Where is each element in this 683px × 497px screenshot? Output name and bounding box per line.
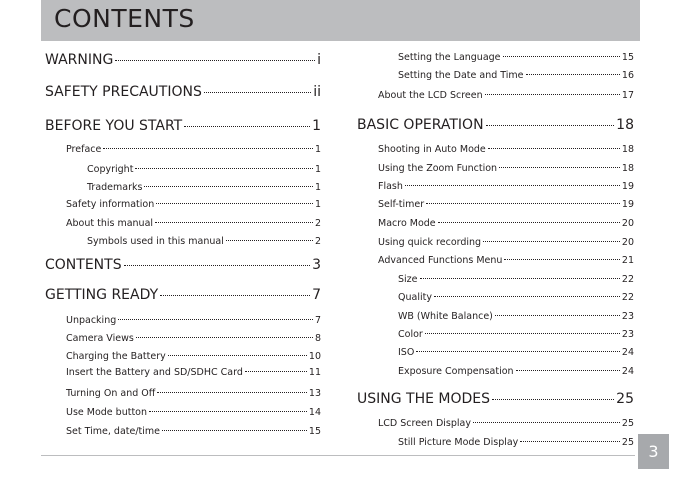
page-title: CONTENTS xyxy=(54,4,195,33)
toc-entry-title: Using the Zoom Function xyxy=(378,162,498,174)
toc-dot-leader xyxy=(434,296,620,297)
toc-entry[interactable] xyxy=(45,52,321,68)
toc-entry[interactable] xyxy=(66,426,321,437)
toc-entry-page: 2 xyxy=(314,217,321,229)
toc-entry-page: 20 xyxy=(621,236,634,248)
toc-dot-leader xyxy=(136,337,313,338)
toc-entry-page: 21 xyxy=(621,254,634,266)
toc-entry-title: BEFORE YOU START xyxy=(45,117,183,134)
toc-entry[interactable] xyxy=(45,287,321,303)
toc-entry-title: Camera Views xyxy=(66,332,134,344)
toc-dot-leader xyxy=(405,185,620,186)
toc-dot-leader xyxy=(149,411,307,412)
toc-entry-title: Use Mode button xyxy=(66,406,148,418)
toc-dot-leader xyxy=(144,186,313,187)
toc-entry-page: 17 xyxy=(621,89,634,101)
toc-dot-leader xyxy=(495,315,620,316)
toc-entry-page: 24 xyxy=(621,346,634,358)
toc-entry[interactable] xyxy=(378,418,634,429)
toc-dot-leader xyxy=(184,126,310,127)
toc-entry-title: About this manual xyxy=(66,217,154,229)
toc-entry-title: Insert the Battery and SD/SDHC Card xyxy=(66,366,243,378)
toc-entry-page: 23 xyxy=(621,310,634,322)
toc-entry-title: Safety information xyxy=(66,198,155,210)
toc-entry[interactable] xyxy=(378,255,634,266)
toc-dot-leader xyxy=(156,203,313,204)
toc-entry-page: 18 xyxy=(621,162,634,174)
toc-entry-title: WB (White Balance) xyxy=(398,310,493,322)
toc-entry[interactable] xyxy=(66,144,321,155)
toc-dot-leader xyxy=(115,60,315,61)
toc-entry[interactable] xyxy=(45,118,321,134)
toc-entry-title: Preface xyxy=(66,143,102,155)
toc-entry[interactable] xyxy=(398,292,634,303)
toc-entry-page: 7 xyxy=(312,286,321,303)
toc-entry-page: 24 xyxy=(621,365,634,377)
toc-dot-leader xyxy=(226,240,313,241)
toc-dot-leader xyxy=(488,148,620,149)
toc-dot-leader xyxy=(160,295,310,296)
toc-entry-title: LCD Screen Display xyxy=(378,417,471,429)
toc-entry-title: Flash xyxy=(378,180,403,192)
toc-dot-leader xyxy=(124,265,311,266)
toc-entry-title: Color xyxy=(398,328,423,340)
toc-entry-page: 10 xyxy=(308,350,321,362)
toc-entry-title: GETTING READY xyxy=(45,286,159,303)
toc-entry[interactable] xyxy=(66,407,321,418)
toc-entry-title: Size xyxy=(398,273,418,285)
toc-dot-leader xyxy=(118,319,313,320)
toc-entry-title: Turning On and Off xyxy=(66,387,156,399)
toc-entry[interactable] xyxy=(87,182,321,193)
toc-entry[interactable] xyxy=(66,218,321,229)
toc-entry-page: 23 xyxy=(621,328,634,340)
toc-dot-leader xyxy=(168,355,307,356)
toc-dot-leader xyxy=(492,399,614,400)
toc-dot-leader xyxy=(485,94,620,95)
toc-entry[interactable] xyxy=(45,84,321,100)
toc-entry-page: 19 xyxy=(621,198,634,210)
toc-entry-page: 1 xyxy=(314,143,321,155)
toc-entry[interactable] xyxy=(398,366,634,377)
toc-dot-leader xyxy=(245,371,307,372)
toc-entry-page: 3 xyxy=(312,256,321,273)
toc-entry-page: 18 xyxy=(616,116,634,133)
toc-entry[interactable] xyxy=(398,437,634,448)
toc-entry-page: 16 xyxy=(621,69,634,81)
toc-entry-page: i xyxy=(317,51,321,68)
toc-entry-title: Macro Mode xyxy=(378,217,436,229)
toc-entry-page: 15 xyxy=(308,425,321,437)
toc-entry-page: 14 xyxy=(308,406,321,418)
toc-entry-page: 1 xyxy=(314,198,321,210)
toc-entry-page: 2 xyxy=(314,235,321,247)
toc-dot-leader xyxy=(103,148,313,149)
toc-entry[interactable] xyxy=(66,199,321,210)
toc-entry-page: 18 xyxy=(621,143,634,155)
toc-entry[interactable] xyxy=(378,181,634,192)
toc-entry[interactable] xyxy=(398,347,634,358)
page-number-badge: 3 xyxy=(638,434,669,469)
toc-entry-title: Unpacking xyxy=(66,314,117,326)
toc-dot-leader xyxy=(204,92,311,93)
toc-entry-page: 1 xyxy=(314,181,321,193)
toc-entry-page: 7 xyxy=(314,314,321,326)
toc-dot-leader xyxy=(526,74,620,75)
toc-entry-title: About the LCD Screen xyxy=(378,89,483,101)
toc-entry[interactable] xyxy=(357,117,634,133)
toc-entry[interactable] xyxy=(398,329,634,340)
toc-dot-leader xyxy=(155,222,313,223)
toc-entry[interactable] xyxy=(378,163,634,174)
toc-entry[interactable] xyxy=(66,388,321,399)
toc-dot-leader xyxy=(516,370,620,371)
toc-entry-page: 11 xyxy=(308,366,321,378)
toc-entry[interactable] xyxy=(378,90,634,101)
toc-entry-page: 22 xyxy=(621,273,634,285)
footer-divider xyxy=(41,455,635,456)
toc-entry-title: Still Picture Mode Display xyxy=(398,436,519,448)
toc-entry[interactable] xyxy=(398,311,634,322)
toc-entry-page: 22 xyxy=(621,291,634,303)
toc-dot-leader xyxy=(426,203,620,204)
toc-entry-page: 1 xyxy=(312,117,321,134)
toc-dot-leader xyxy=(503,56,620,57)
toc-entry[interactable] xyxy=(378,237,634,248)
toc-entry-title: Self-timer xyxy=(378,198,425,210)
toc-entry-title: Copyright xyxy=(87,163,134,175)
toc-entry-title: Set Time, date/time xyxy=(66,425,160,437)
toc-dot-leader xyxy=(135,168,313,169)
toc-entry[interactable] xyxy=(66,351,321,362)
toc-dot-leader xyxy=(486,125,615,126)
toc-entry-title: Setting the Date and Time xyxy=(398,69,524,81)
toc-entry[interactable] xyxy=(87,236,321,247)
toc-entry-title: Symbols used in this manual xyxy=(87,235,224,247)
toc-entry[interactable] xyxy=(66,315,321,326)
toc-entry-title: Quality xyxy=(398,291,432,303)
toc-dot-leader xyxy=(420,278,620,279)
toc-entry-page: 15 xyxy=(621,51,634,63)
toc-entry-title: WARNING xyxy=(45,51,114,68)
toc-entry[interactable] xyxy=(87,164,321,175)
toc-entry-title: BASIC OPERATION xyxy=(357,116,484,133)
toc-entry[interactable] xyxy=(378,144,634,155)
toc-entry[interactable] xyxy=(378,199,634,210)
toc-entry-title: Exposure Compensation xyxy=(398,365,514,377)
toc-dot-leader xyxy=(425,333,620,334)
toc-entry-page: 25 xyxy=(621,436,634,448)
toc-entry-page: 1 xyxy=(314,163,321,175)
toc-dot-leader xyxy=(162,430,307,431)
toc-entry-title: Shooting in Auto Mode xyxy=(378,143,486,155)
toc-entry-title: Trademarks xyxy=(87,181,143,193)
toc-entry[interactable] xyxy=(66,333,321,344)
toc-entry-page: 20 xyxy=(621,217,634,229)
toc-entry-page: ii xyxy=(313,83,321,100)
toc-entry-page: 13 xyxy=(308,387,321,399)
toc-entry-title: CONTENTS xyxy=(45,256,122,273)
toc-entry-title: ISO xyxy=(398,346,415,358)
toc-entry[interactable] xyxy=(398,52,634,63)
toc-dot-leader xyxy=(438,222,620,223)
toc-entry-page: 19 xyxy=(621,180,634,192)
toc-dot-leader xyxy=(473,422,620,423)
toc-dot-leader xyxy=(520,441,620,442)
toc-entry[interactable] xyxy=(45,257,321,273)
toc-entry-title: USING THE MODES xyxy=(357,390,491,407)
toc-dot-leader xyxy=(157,392,307,393)
toc-entry[interactable] xyxy=(378,218,634,229)
toc-entry-page: 25 xyxy=(616,390,634,407)
toc-dot-leader xyxy=(416,351,620,352)
toc-dot-leader xyxy=(483,241,620,242)
toc-entry-page: 8 xyxy=(314,332,321,344)
toc-entry[interactable] xyxy=(66,367,321,378)
toc-entry-page: 25 xyxy=(621,417,634,429)
toc-entry-title: Charging the Battery xyxy=(66,350,166,362)
toc-entry[interactable] xyxy=(398,70,634,81)
toc-entry[interactable] xyxy=(357,391,634,407)
toc-dot-leader xyxy=(499,167,620,168)
toc-entry-title: Setting the Language xyxy=(398,51,501,63)
toc-entry-title: Using quick recording xyxy=(378,236,482,248)
toc-entry[interactable] xyxy=(398,274,634,285)
toc-dot-leader xyxy=(504,259,620,260)
toc-entry-title: Advanced Functions Menu xyxy=(378,254,503,266)
toc-entry-title: SAFETY PRECAUTIONS xyxy=(45,83,202,100)
contents-header-bar xyxy=(41,0,640,41)
